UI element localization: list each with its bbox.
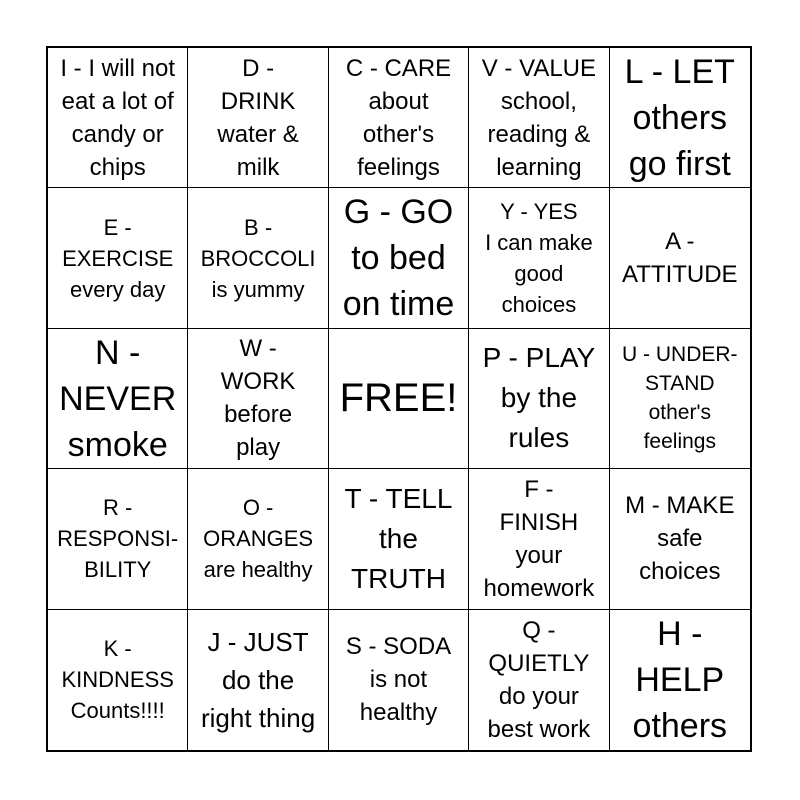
cell-text-line: D - [242, 54, 275, 82]
cell-text-line: choices [501, 292, 577, 318]
cell-text-line: learning [496, 153, 582, 181]
cell-text-line: best work [487, 715, 591, 743]
bingo-cell-b[interactable] [188, 188, 328, 328]
cell-text-line: homework [483, 574, 595, 602]
bingo-cell-k[interactable] [48, 610, 188, 750]
cell-text-line: other's [362, 120, 435, 148]
cell-text-line: HELP [635, 660, 725, 699]
cell-text-line: good [514, 261, 564, 287]
cell-text-line: water & [217, 120, 299, 148]
cell-text-line: others [632, 98, 728, 137]
cell-text-line: before [224, 401, 293, 429]
bingo-cell-p[interactable] [469, 329, 609, 469]
cell-text-line: C - CARE [345, 54, 452, 82]
cell-text-line: K - [103, 636, 132, 662]
cell-text-line: safe [657, 525, 703, 553]
cell-text-line: feelings [357, 153, 440, 181]
cell-text-line: G - GO [343, 193, 454, 232]
bingo-cell-f[interactable] [469, 469, 609, 609]
cell-text-line: WORK [220, 368, 296, 396]
cell-text-line: is yummy [211, 276, 305, 302]
cell-text-line: T - TELL [344, 482, 453, 514]
free-space-label: FREE! [339, 376, 458, 421]
cell-text-line: I - I will not [60, 54, 176, 82]
cell-text-line: I can make [485, 230, 593, 256]
cell-text-line: other's [648, 401, 711, 425]
cell-text-line: H - [657, 614, 703, 653]
cell-text-line: FINISH [499, 508, 579, 536]
cell-text-line: reading & [487, 120, 591, 148]
bingo-cell-v[interactable] [469, 48, 609, 188]
cell-text-line: ATTITUDE [622, 261, 738, 289]
bingo-cell-free[interactable] [329, 329, 469, 469]
bingo-cell-t[interactable] [329, 469, 469, 609]
cell-text-line: NEVER [59, 379, 177, 418]
cell-text-line: STAND [644, 372, 715, 396]
cell-text-line: healthy [359, 699, 438, 727]
bingo-cell-e[interactable] [48, 188, 188, 328]
cell-text-line: RESPONSI- [57, 526, 179, 552]
cell-text-line: your [515, 541, 563, 569]
bingo-cell-i[interactable] [48, 48, 188, 188]
cell-text-line: Counts!!!! [70, 698, 165, 724]
cell-text-line: O - [242, 495, 274, 521]
bingo-cell-r[interactable] [48, 469, 188, 609]
cell-text-line: the [379, 522, 418, 554]
bingo-cell-g[interactable] [329, 188, 469, 328]
cell-text-line: by the [500, 382, 578, 414]
cell-text-line: BROCCOLI [200, 245, 316, 271]
cell-text-line: to bed [351, 239, 446, 278]
bingo-cell-n[interactable] [48, 329, 188, 469]
cell-text-line: candy or [71, 120, 164, 148]
cell-text-line: feelings [643, 430, 716, 454]
cell-text-line: QUIETLY [488, 649, 590, 677]
cell-text-line: play [236, 434, 281, 462]
cell-text-line: EXERCISE [62, 245, 174, 271]
cell-text-line: P - PLAY [482, 342, 596, 374]
bingo-cell-a[interactable] [610, 188, 750, 328]
bingo-card [46, 46, 752, 752]
bingo-cell-h[interactable] [610, 610, 750, 750]
cell-text-line: chips [89, 153, 146, 181]
cell-text-line: others [632, 706, 728, 745]
cell-text-line: smoke [67, 425, 168, 464]
bingo-cell-u[interactable] [610, 329, 750, 469]
bingo-cell-q[interactable] [469, 610, 609, 750]
cell-text-line: Q - [522, 616, 556, 644]
bingo-cell-d[interactable] [188, 48, 328, 188]
cell-text-line: S - SODA [345, 633, 452, 661]
cell-text-line: J - JUST [207, 626, 309, 657]
cell-text-line: on time [342, 285, 455, 324]
cell-text-line: right thing [201, 702, 316, 733]
cell-text-line: Y - YES [500, 199, 578, 225]
bingo-cell-o[interactable] [188, 469, 328, 609]
cell-text-line: rules [508, 422, 570, 454]
cell-text-line: eat a lot of [61, 87, 174, 115]
bingo-cell-s[interactable] [329, 610, 469, 750]
cell-text-line: B - [244, 214, 273, 240]
cell-text-line: go first [628, 144, 731, 183]
cell-text-line: milk [236, 153, 280, 181]
cell-text-line: M - MAKE [625, 492, 735, 520]
cell-text-line: TRUTH [351, 562, 446, 594]
cell-text-line: E - [103, 214, 132, 240]
cell-text-line: W - [239, 335, 277, 363]
bingo-cell-w[interactable] [188, 329, 328, 469]
cell-text-line: do your [498, 682, 579, 710]
bingo-cell-l[interactable] [610, 48, 750, 188]
bingo-cell-c[interactable] [329, 48, 469, 188]
cell-text-line: about [368, 87, 429, 115]
cell-text-line: school, [500, 87, 577, 115]
bingo-cell-m[interactable] [610, 469, 750, 609]
bingo-cell-y[interactable] [469, 188, 609, 328]
cell-text-line: is not [369, 666, 428, 694]
cell-text-line: R - [103, 495, 133, 521]
bingo-cell-j[interactable] [188, 610, 328, 750]
cell-text-line: DRINK [220, 87, 296, 115]
cell-text-line: N - [95, 333, 141, 372]
cell-text-line: U - UNDER- [622, 343, 738, 367]
cell-text-line: every day [70, 276, 166, 302]
cell-text-line: do the [221, 664, 295, 695]
cell-text-line: L - LET [624, 52, 735, 91]
cell-text-line: choices [639, 558, 721, 586]
cell-text-line: KINDNESS [61, 667, 174, 693]
cell-text-line: BILITY [84, 557, 152, 583]
cell-text-line: F - [524, 475, 554, 503]
cell-text-line: are healthy [203, 557, 313, 583]
cell-text-line: A - [665, 228, 695, 256]
cell-text-line: V - VALUE [481, 54, 597, 82]
cell-text-line: ORANGES [203, 526, 314, 552]
